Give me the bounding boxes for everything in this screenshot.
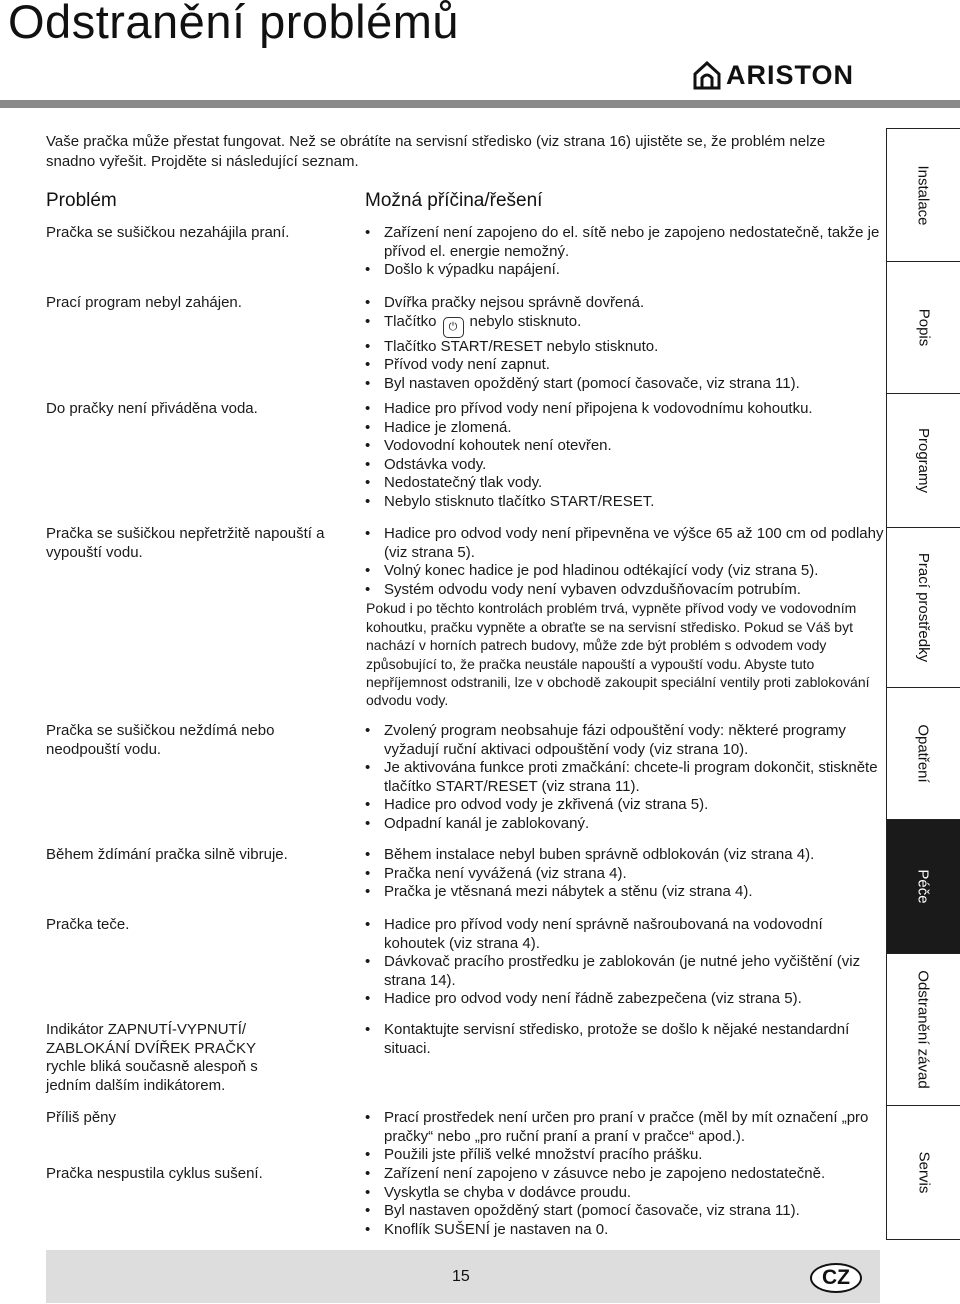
- list-item: • Tlačítko START/RESET nebylo stisknuto.: [365, 338, 885, 357]
- tab-odstraneni-zavad[interactable]: Odstranění závad: [886, 954, 960, 1106]
- problem-text: Příliš pěny: [46, 1109, 117, 1126]
- list-item: • Kontaktujte servisní středisko, protože se došlo k nějaké nestandardní situaci.: [365, 1021, 885, 1058]
- cause-list: [365, 294, 885, 393]
- tab-praci-prostredky[interactable]: Prací prostředky: [886, 528, 960, 688]
- note-text: Pokud i po těchto kontrolách problém trvá, vypněte přívod vody ve vodovodním kohoutku, pračku vypněte a obraťte se na servisní středisko. Pokud se Váš byt nachází v horních patrech budovy, může zde být problém s odvodem vody způsobující to, že pračka neustále napouští a vypouští vodu. Abyste tuto nepříjemnost odstranili, lze v obchodě zakoupit speciální ventily proti zablokování odvodu vody.: [366, 600, 870, 709]
- list-item: • Pračka není vyvážená (viz strana 4).: [365, 865, 885, 884]
- list-item: • Došlo k výpadku napájení.: [365, 261, 885, 280]
- brand-name: ARISTON: [726, 59, 855, 90]
- list-item: • Volný konec hadice je pod hladinou odtékající vody (viz strana 5).: [365, 562, 885, 581]
- cause-list: [365, 1109, 885, 1165]
- problem-text: Pračka teče.: [46, 916, 130, 933]
- list-item: • Přívod vody není zapnut.: [365, 356, 885, 375]
- list-item: • Hadice pro odvod vody není řádně zabezpečena (viz strana 5).: [365, 990, 885, 1009]
- list-item: • Zařízení není zapojeno do el. sítě nebo je zapojeno nedostatečně, takže je přívod el. energie nemožný.: [365, 224, 885, 261]
- cause-list: [365, 400, 885, 512]
- problem-text: Prací program nebyl zahájen.: [46, 294, 242, 311]
- list-item: • Použili jste příliš velké množství pracího prášku.: [365, 1146, 885, 1165]
- cause-list: [365, 525, 885, 710]
- problem-text: Do pračky není přiváděna voda.: [46, 400, 258, 417]
- list-item: • Hadice pro přívod vody není správně našroubovaná na vodovodní kohoutek (viz strana 4).: [365, 916, 885, 953]
- column-header-cause: Možná příčina/řešení: [365, 190, 543, 211]
- header-rule: [0, 100, 960, 108]
- list-item-text: Tlačítko: [384, 312, 437, 330]
- side-tabs: [886, 128, 960, 1240]
- problem-text: Pračka nespustila cyklus sušení.: [46, 1165, 263, 1182]
- list-item: • Dvířka pračky nejsou správně dovřená.: [365, 294, 885, 313]
- list-item: • Hadice pro odvod vody je zkřivená (viz strana 5).: [365, 796, 885, 815]
- list-item-text: nebylo stisknuto.: [469, 312, 582, 330]
- tab-servis[interactable]: Servis: [886, 1106, 960, 1240]
- list-item: • Zařízení není zapojeno v zásuvce nebo je zapojeno nedostatečně.: [365, 1165, 885, 1184]
- cause-list: [365, 846, 885, 902]
- page-number: 15: [452, 1268, 470, 1285]
- problem-text: Pračka se sušičkou nezahájila praní.: [46, 224, 290, 241]
- list-item: • Odpadní kanál je zablokovaný.: [365, 815, 885, 834]
- cause-list: [365, 1165, 885, 1239]
- power-button-icon: ⏻: [443, 317, 464, 338]
- tab-programy[interactable]: Programy: [886, 394, 960, 528]
- list-item: • Odstávka vody.: [365, 456, 885, 475]
- house-logo-icon: [692, 60, 722, 90]
- problem-text: Během ždímání pračka silně vibruje.: [46, 846, 288, 863]
- list-item: • Systém odvodu vody není vybaven odvzdušňovacím potrubím.: [365, 581, 885, 600]
- list-item: [365, 313, 885, 338]
- tab-opatreni[interactable]: Opatření: [886, 688, 960, 820]
- brand-logo: [692, 58, 854, 92]
- tab-pece[interactable]: Péče: [886, 820, 960, 954]
- tab-instalace[interactable]: Instalace: [886, 128, 960, 262]
- cause-list: [365, 224, 885, 280]
- list-item: • Je aktivována funkce proti zmačkání: chcete-li program dokončit, stiskněte tlačítko START/RESET (viz strana 11).: [365, 759, 885, 796]
- list-item: • Knoflík SUŠENÍ je nastaven na 0.: [365, 1221, 885, 1240]
- list-item: • Během instalace nebyl buben správně odblokován (viz strana 4).: [365, 846, 885, 865]
- list-item: • Pračka je vtěsnaná mezi nábytek a stěnu (viz strana 4).: [365, 883, 885, 902]
- list-item: • Byl nastaven opožděný start (pomocí časovače, viz strana 11).: [365, 375, 885, 394]
- problem-text: Pračka se sušičkou nepřetržitě napouští a vypouští vodu.: [46, 525, 325, 561]
- cause-list: [365, 722, 885, 834]
- intro-text: Vaše pračka může přestat fungovat. Než se obrátíte na servisní středisko (viz strana 16) ujistěte se, že problém nelze snadno vyřešit. Projděte si následující seznam.: [46, 133, 826, 170]
- cause-list: [365, 916, 885, 1009]
- problem-text: Indikátor ZAPNUTÍ-VYPNUTÍ/ ZABLOKÁNÍ DVÍŘEK PRAČKY rychle bliká současně alespoň s jedním dalším indikátorem.: [46, 1021, 258, 1094]
- tab-popis[interactable]: Popis: [886, 262, 960, 394]
- list-item: • Zvolený program neobsahuje fázi odpouštění vody: některé programy vyžadují ruční aktivaci odpouštění vody (viz strana 10).: [365, 722, 885, 759]
- list-item: • Hadice pro přívod vody není připojena k vodovodnímu kohoutku.: [365, 400, 885, 419]
- list-item: • Nebylo stisknuto tlačítko START/RESET.: [365, 493, 885, 512]
- list-item: • Nedostatečný tlak vody.: [365, 474, 885, 493]
- list-item: • Dávkovač pracího prostředku je zablokován (je nutné jeho vyčištění (viz strana 14).: [365, 953, 885, 990]
- list-item: • Vyskytla se chyba v dodávce proudu.: [365, 1184, 885, 1203]
- list-item: • Vodovodní kohoutek není otevřen.: [365, 437, 885, 456]
- page-title: Odstranění problémů: [8, 0, 460, 48]
- column-header-problem: Problém: [46, 190, 117, 211]
- cause-list: [365, 1021, 885, 1058]
- list-item: • Hadice pro odvod vody není připevněna ve výšce 65 až 100 cm od podlahy (viz strana 5).: [365, 525, 885, 562]
- language-badge: CZ: [810, 1263, 862, 1293]
- list-item: • Prací prostředek není určen pro praní v pračce (měl by mít označení „pro pračky“ nebo „pro ruční praní a praní v pračce“ apod.).: [365, 1109, 885, 1146]
- problem-text: Pračka se sušičkou neždímá nebo neodpouští vodu.: [46, 722, 275, 758]
- list-item: • Byl nastaven opožděný start (pomocí časovače, viz strana 11).: [365, 1202, 885, 1221]
- list-item: • Hadice je zlomená.: [365, 419, 885, 438]
